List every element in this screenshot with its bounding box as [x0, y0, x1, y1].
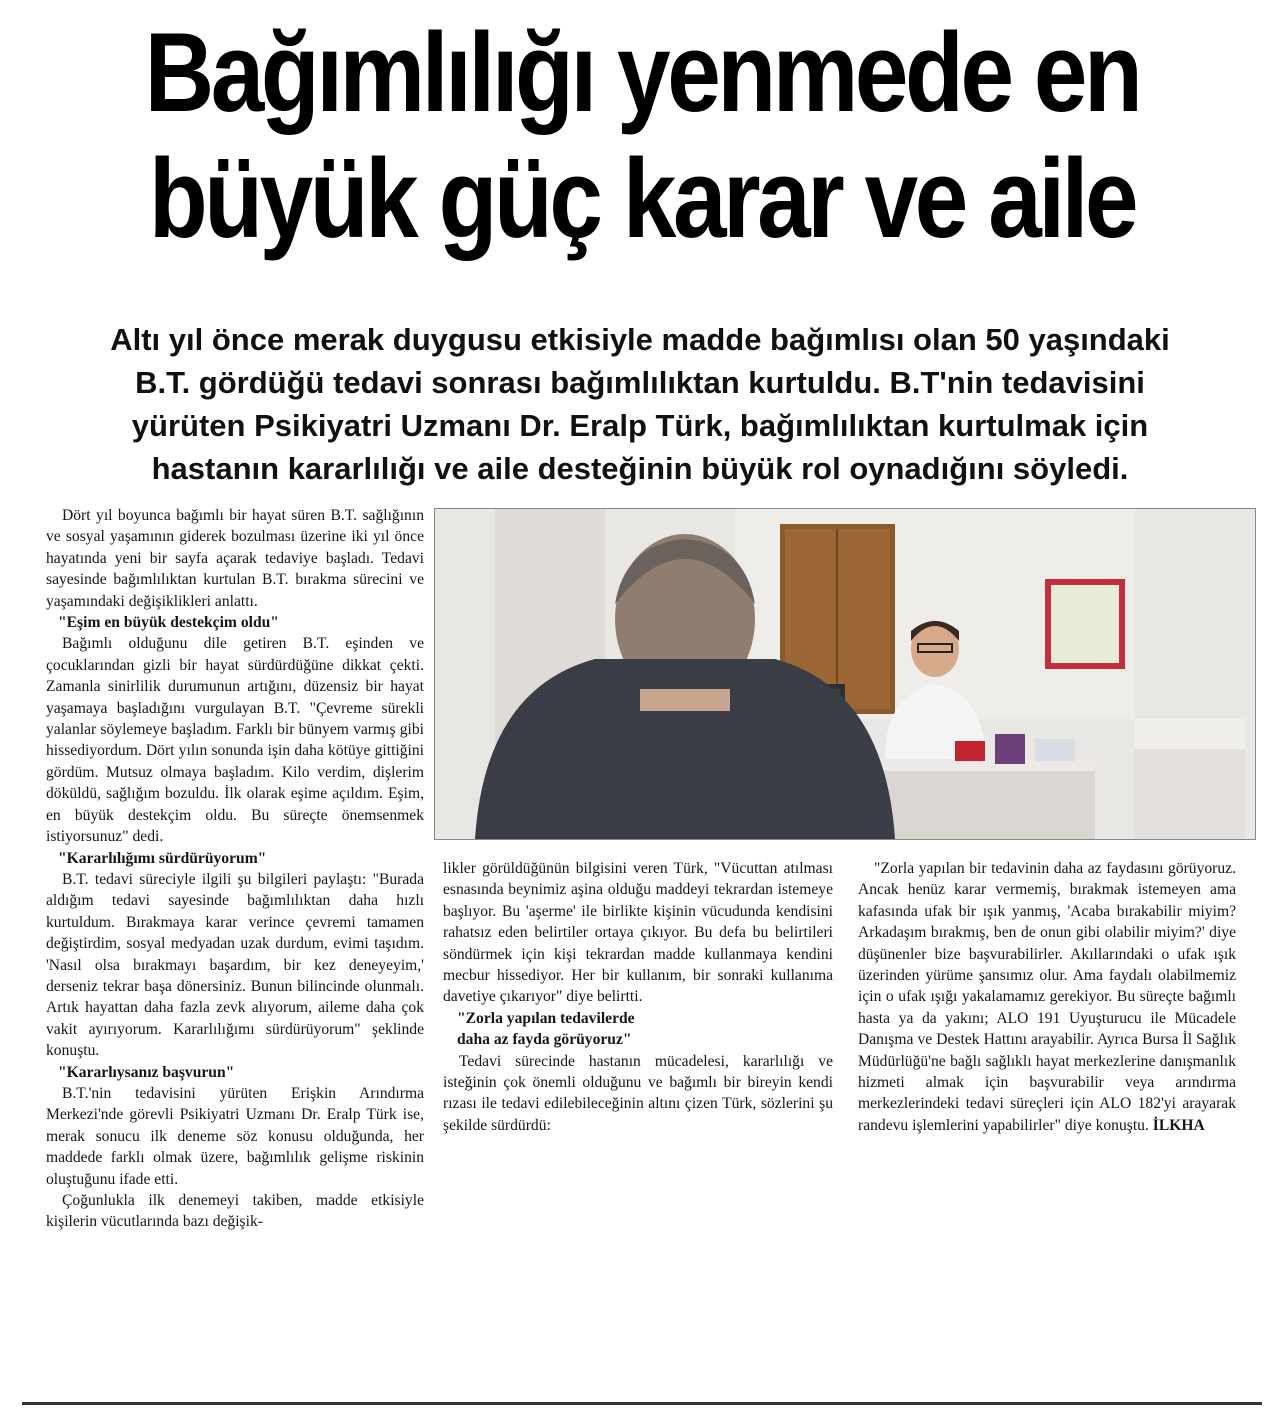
headline-line-1: Bağımlılığı yenmede en	[144, 10, 1140, 135]
deck-line-4: hastanın kararlılığı ve aile desteğinin büyük rol oynadığını söyledi.	[151, 451, 1129, 486]
paragraph: Tedavi sürecinde hastanın mücadelesi, kararlılığı ve isteğinin çok önemli olduğunu ve bağımlı bir bireyin kendi rızası ile tedavi edilebileceğinin altını çizen Türk, sözlerini şu şekilde sürdürdü:	[443, 1052, 833, 1134]
subheading: "Eşim en büyük destekçim oldu"	[58, 614, 279, 632]
paragraph: Bağımlı olduğunu dile getiren B.T. eşinden ve çocuklarından gizli bir hayat sürdürdüğüne dikkat çekti. Zamanla sinirlilik durumunun artığını, düzensiz bir hayat yaşamaya başladığını vurgulayan B.T. "Çevreme sürekli yalanlar söylemeye başladım. Farklı bir bünyem varmış gibi hissediyordum. Dört yılın sonunda işin daha kötüye gittiğini gördüm. Mutsuz olmaya başladım. Kilo verdim, dişlerim döküldü, sağlığım bozuldu. İlk olarak eşime açıldım. Eşim, en büyük destekçim oldu. Bu süreçte önemsenmek istiyorsunuz" dedi.	[46, 635, 424, 846]
paragraph: Çoğunlukla ilk denemeyi takiben, madde etkisiyle kişilerin vücutlarında bazı değişik-	[46, 1192, 424, 1231]
quote-text: "Zorla yapılan bir tedavinin daha az faydasını görüyoruz. Ancak henüz karar vermemiş, bırakmak istemeyen ama kafasında ufak bir ışık yanmış, 'Acaba bırakabilir miyim? Arkadaşım bırakmış, ben de onun gibi olabilir miyim?' diye düşünenler bize başvurabilirler. Akıllarındaki o ufak ışık üzerinden yürüme şansımız olur. Ama faydalı olabilmemiz için o ufak ışığı yakalamamız gerekiyor. Bu süreçte bağımlı hasta ya da yakını; ALO 191 Uyuşturucu ile Mücadele Danışma ve Destek Hattını arayabilir. Ayrıca Bursa İl Sağlık Müdürlüğü'ne bağlı sağlıklı hayat merkezlerine danışmanlık hizmeti almak için başvurabilir veya arındırma merkezlerindeki tedavi süreçleri için ALO 182'yi arayarak randevu işlemlerini yapabilirler" diye konuştu.	[858, 860, 1236, 1134]
subheading	[443, 1008, 833, 1051]
paragraph: likler görüldüğünün bilgisini veren Türk, "Vücuttan atılması esnasında beynimiz aşina olduğu maddeyi tekrardan istemeye başlıyor. Bu 'aşerme' ile birlikte kişinin vücudunda kendisini rahatsız eden belirtiler ortaya çıkıyor. Bu defa bu belirtileri söndürmek için kişi tekrardan madde kullanmaya kendini mecbur hissediyor. Her bir kullanım, bir sonraki kullanıma davetiye çıkarıyor" diye belirtti.	[443, 860, 833, 1006]
bottom-rule	[22, 1402, 1262, 1405]
office-scene-illustration	[435, 509, 1255, 839]
article-photo	[434, 508, 1256, 840]
subheading-line-1: "Zorla yapılan tedavilerde	[457, 1009, 635, 1027]
deck-line-2: B.T. gördüğü tedavi sonrası bağımlılıktan kurtuldu. B.T'nin tedavisini	[135, 365, 1145, 400]
paragraph: B.T. tedavi süreciyle ilgili şu bilgileri paylaştı: "Burada aldığım tedavi sayesinde bağımlılıktan daha hızlı kurtuldum. Bırakmaya karar verince çevremi tamamen değiştirdim, sosyal medyadan uzak durdum, evimi taşıdım. 'Nasıl olsa bırakmayı başardım, bir kez deneyeyim,' derseniz tekrar başa dönersiniz. Bunun bilincinde olunmalı. Artık hayattan daha fazla zevk alıyorum, aileme daha çok vakit ayırıyorum. Kararlılığımı sürdürüyorum" şeklinde konuştu.	[46, 870, 424, 1060]
article-column-3	[858, 858, 1236, 1136]
article-deck	[30, 318, 1250, 490]
subheading-line-2: daha az fayda görüyoruz"	[457, 1031, 632, 1049]
subheading: "Kararlılığımı sürdürüyorum"	[58, 849, 267, 867]
paragraph: B.T.'nin tedavisini yürüten Erişkin Arındırma Merkezi'nde görevli Psikiyatri Uzmanı Dr. Eralp Türk ise, merak sonucu ilk deneme söz konusu olduğunda, her maddede farklı olmak üzere, bağımlılık gelişme riskinin oluştuğunu ifade etti.	[46, 1084, 424, 1188]
source-signature: İLKHA	[1152, 1116, 1205, 1134]
article-column-1	[46, 505, 424, 1233]
deck-line-3: yürüten Psikiyatri Uzmanı Dr. Eralp Türk, bağımlılıktan kurtulmak için	[131, 408, 1149, 443]
paragraph: Dört yıl boyunca bağımlı bir hayat süren B.T. sağlığının ve sosyal yaşamının giderek bozulması üzerine iki yıl önce hayatında yeni bir sayfa açarak tedaviye başladı. Tedavi sayesinde bağımlılıktan kurtulan B.T. bırakma sürecini ve yaşamındaki değişiklikleri anlattı.	[46, 507, 424, 610]
subheading: "Kararlıysanız başvurun"	[58, 1063, 235, 1081]
article-column-2	[443, 858, 833, 1136]
deck-line-1: Altı yıl önce merak duygusu etkisiyle madde bağımlısı olan 50 yaşındaki	[110, 322, 1170, 357]
headline-line-2: büyük güç karar ve aile	[148, 136, 1136, 261]
paragraph	[858, 858, 1236, 1136]
